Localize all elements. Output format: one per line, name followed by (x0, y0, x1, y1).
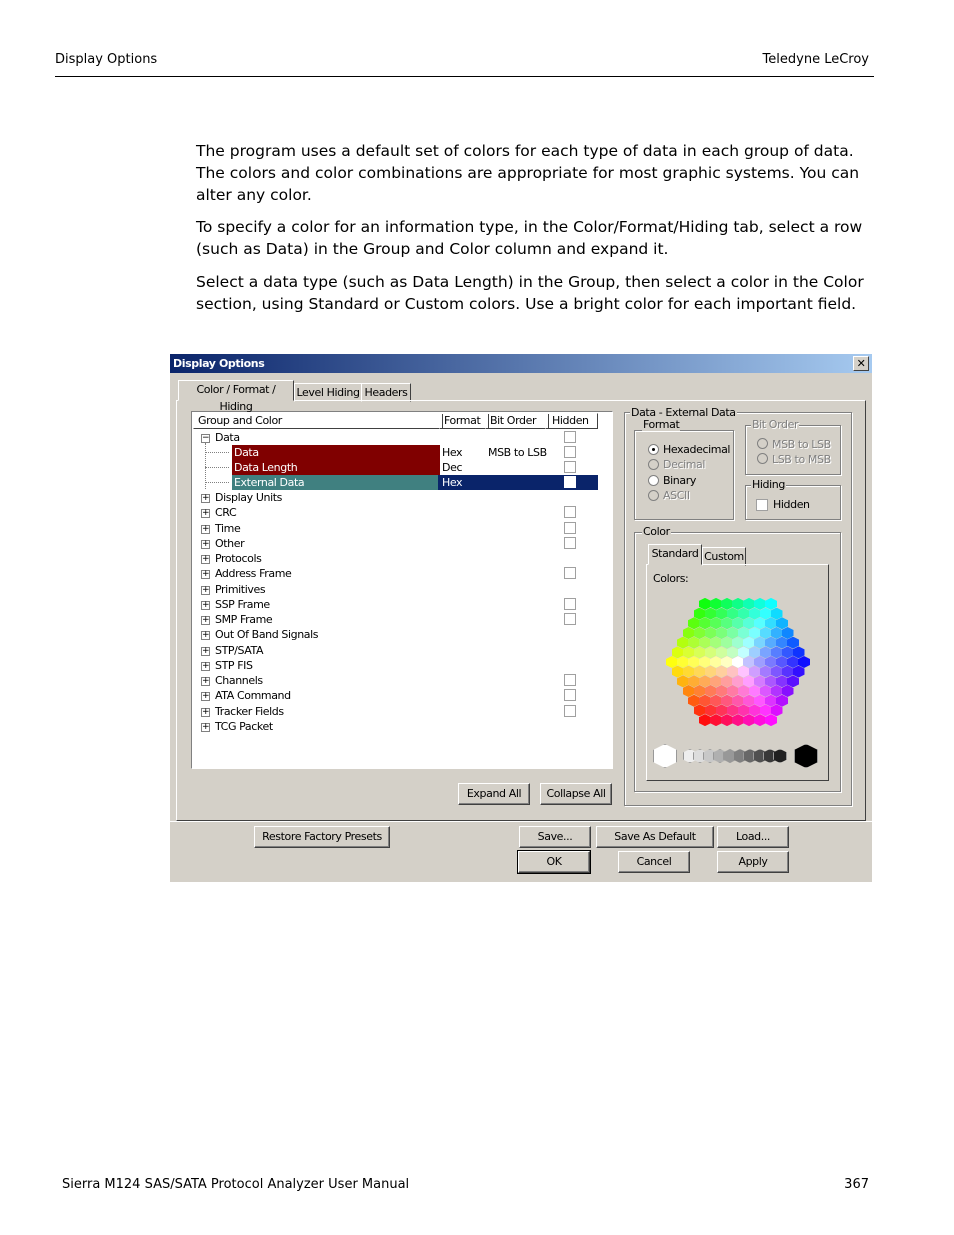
color-swatch[interactable] (683, 685, 695, 697)
color-swatch[interactable] (672, 646, 684, 658)
color-swatch[interactable] (743, 637, 755, 649)
color-swatch[interactable] (776, 695, 788, 707)
color-swatch[interactable] (765, 695, 777, 707)
color-swatch[interactable] (727, 685, 739, 697)
label-hidden: Hidden (773, 498, 810, 511)
tree-group-item[interactable]: STP FIS (215, 658, 253, 672)
gray-swatch[interactable] (653, 744, 677, 768)
color-swatch[interactable] (716, 685, 728, 697)
tree-group-item[interactable]: SSP Frame (215, 597, 270, 611)
bit-order-value: MSB to LSB (488, 446, 547, 459)
label-lsb-to-msb: LSB to MSB (772, 453, 831, 466)
tab-headers[interactable]: Headers (361, 383, 411, 402)
color-swatch[interactable] (782, 646, 794, 658)
page-footer-left: Sierra M124 SAS/SATA Protocol Analyzer User Manual (62, 1177, 410, 1192)
tab-standard[interactable]: Standard (648, 544, 702, 565)
expand-icon[interactable]: + (202, 721, 210, 732)
tab-color-format-hiding[interactable]: Color / Format / Hiding (178, 380, 294, 401)
color-swatch[interactable] (771, 627, 783, 639)
expand-icon[interactable]: + (202, 706, 210, 717)
color-swatch[interactable] (710, 617, 722, 629)
color-swatch[interactable] (699, 695, 711, 707)
tree-group-item[interactable]: CRC (215, 506, 237, 520)
color-swatch[interactable] (721, 656, 733, 668)
expand-icon[interactable]: + (202, 523, 210, 534)
tree-group-item[interactable]: Display Units (215, 491, 282, 504)
color-swatch[interactable] (793, 666, 805, 678)
color-swatch[interactable] (760, 627, 772, 639)
hidden-checkbox[interactable] (564, 598, 576, 610)
hidden-checkbox[interactable] (564, 705, 576, 717)
color-swatch[interactable] (765, 598, 777, 610)
color-swatch[interactable] (688, 695, 700, 707)
page-number: 367 (844, 1177, 869, 1192)
color-swatch[interactable] (727, 666, 739, 678)
color-swatch[interactable] (754, 675, 766, 687)
tree-group-item[interactable]: ATA Command (215, 689, 291, 703)
format-value: Hex (442, 446, 463, 459)
radio-ascii[interactable] (648, 490, 659, 501)
tree-connector (205, 482, 229, 483)
color-swatch[interactable] (688, 656, 700, 668)
color-swatch[interactable] (776, 617, 788, 629)
collapse-icon[interactable]: − (202, 433, 210, 443)
expand-icon[interactable]: + (202, 569, 210, 580)
tree-group-item[interactable]: Tracker Fields (215, 704, 284, 718)
external-data-group-label: Data - External Data (631, 406, 736, 419)
hidden-checkbox[interactable] (564, 613, 576, 625)
color-swatch[interactable] (727, 608, 739, 620)
color-swatch[interactable] (776, 637, 788, 649)
gray-swatch[interactable] (773, 749, 787, 763)
color-swatch[interactable] (672, 666, 684, 678)
expand-icon[interactable]: + (202, 691, 210, 702)
color-swatch[interactable] (760, 704, 772, 716)
color-swatch[interactable] (754, 637, 766, 649)
display-options-dialog (170, 354, 872, 882)
color-swatch[interactable] (771, 685, 783, 697)
color-swatch[interactable] (710, 656, 722, 668)
expand-icon[interactable]: + (202, 615, 210, 625)
tree-item-data-child[interactable]: Data (232, 445, 440, 460)
color-swatch[interactable] (738, 627, 750, 639)
color-swatch[interactable] (787, 637, 799, 649)
color-swatch[interactable] (749, 608, 761, 620)
tree-item-data-length[interactable]: Data Length (232, 460, 440, 475)
radio-msb-to-lsb[interactable] (757, 438, 768, 449)
color-swatch[interactable] (749, 646, 761, 658)
hidden-checkbox[interactable] (564, 446, 576, 458)
tree-group-item[interactable]: Out Of Band Signals (215, 628, 319, 642)
hidden-checkbox[interactable] (564, 567, 576, 579)
color-swatch[interactable] (721, 617, 733, 629)
color-swatch[interactable] (710, 598, 722, 610)
color-swatch[interactable] (765, 675, 777, 687)
tree-group-item[interactable]: Protocols (215, 552, 262, 565)
color-swatch[interactable] (771, 666, 783, 678)
color-swatch[interactable] (694, 627, 706, 639)
color-swatch[interactable] (787, 675, 799, 687)
color-swatch[interactable] (666, 656, 678, 668)
tree-group-item[interactable]: Primitives (215, 582, 266, 596)
color-swatch[interactable] (743, 598, 755, 610)
color-swatch[interactable] (782, 685, 794, 697)
label-decimal: Decimal (663, 458, 706, 471)
color-swatch[interactable] (776, 675, 788, 687)
tree-group-item[interactable]: TCG Packet (215, 719, 273, 733)
column-header-bit-order[interactable]: Bit Order (485, 413, 549, 429)
color-swatch[interactable] (743, 695, 755, 707)
radio-hexadecimal[interactable] (648, 444, 659, 455)
color-swatch[interactable] (727, 704, 739, 716)
column-header-hidden[interactable]: Hidden (545, 413, 598, 429)
color-swatch[interactable] (732, 714, 744, 726)
tab-level-hiding[interactable]: Level Hiding (294, 383, 362, 402)
color-swatch[interactable] (710, 714, 722, 726)
color-swatch[interactable] (771, 704, 783, 716)
expand-icon[interactable]: + (202, 645, 210, 656)
colors-label: Colors: (653, 572, 689, 585)
color-swatch[interactable] (710, 695, 722, 707)
column-header-format[interactable]: Format (439, 413, 489, 429)
color-swatch[interactable] (699, 656, 711, 668)
color-swatch[interactable] (760, 608, 772, 620)
expand-icon[interactable]: + (202, 660, 210, 671)
color-swatch[interactable] (732, 675, 744, 687)
dialog-titlebar (170, 354, 872, 373)
color-swatch[interactable] (782, 627, 794, 639)
color-swatch[interactable] (721, 695, 733, 707)
color-swatch[interactable] (754, 598, 766, 610)
expand-icon[interactable]: + (202, 554, 210, 564)
apply-button[interactable]: Apply (717, 851, 789, 873)
expand-icon[interactable]: + (202, 599, 210, 610)
label-hexadecimal: Hexadecimal (663, 443, 731, 456)
page-header-left: Display Options (55, 52, 158, 67)
hidden-checkbox[interactable] (756, 499, 768, 511)
color-swatch[interactable] (716, 608, 728, 620)
save-as-default-button[interactable]: Save As Default (596, 826, 714, 848)
divider (170, 821, 872, 822)
color-swatch[interactable] (705, 608, 717, 620)
tree-group-item[interactable]: Time (215, 521, 241, 535)
color-swatch[interactable] (743, 714, 755, 726)
label-binary: Binary (663, 474, 696, 487)
tree-group-item[interactable]: STP/SATA (215, 643, 264, 657)
color-swatch[interactable] (765, 656, 777, 668)
color-swatch[interactable] (677, 675, 689, 687)
format-group-label: Format (643, 418, 680, 431)
color-swatch[interactable] (677, 656, 689, 668)
color-swatch[interactable] (749, 627, 761, 639)
color-swatch[interactable] (683, 646, 695, 658)
color-swatch[interactable] (716, 627, 728, 639)
column-header-group-color[interactable]: Group and Color (193, 413, 443, 429)
color-swatch[interactable] (793, 646, 805, 658)
label-msb-to-lsb: MSB to LSB (772, 438, 831, 451)
hidden-checkbox[interactable] (564, 476, 576, 488)
color-swatch[interactable] (683, 666, 695, 678)
color-swatch[interactable] (743, 617, 755, 629)
hidden-checkbox[interactable] (564, 506, 576, 518)
radio-decimal[interactable] (648, 459, 659, 470)
tree-connector (205, 467, 229, 468)
color-swatch[interactable] (705, 704, 717, 716)
tree-item-data[interactable]: Data (215, 431, 240, 444)
color-swatch[interactable] (743, 656, 755, 668)
expand-icon[interactable]: + (202, 630, 210, 641)
expand-icon[interactable]: + (202, 584, 210, 595)
color-swatch[interactable] (776, 656, 788, 668)
color-swatch[interactable] (721, 598, 733, 610)
color-swatch[interactable] (677, 637, 689, 649)
label-ascii: ASCII (663, 489, 690, 502)
ok-button[interactable]: OK (518, 851, 590, 873)
color-swatch[interactable] (688, 675, 700, 687)
expand-icon[interactable]: + (202, 676, 210, 686)
color-swatch[interactable] (699, 637, 711, 649)
tree-group-item[interactable]: Address Frame (215, 567, 292, 581)
hiding-group-label: Hiding (752, 478, 785, 491)
color-swatch[interactable] (727, 627, 739, 639)
color-swatch[interactable] (771, 646, 783, 658)
close-icon[interactable]: ✕ (853, 356, 869, 371)
color-swatch[interactable] (787, 656, 799, 668)
format-value: Hex (442, 476, 463, 489)
color-swatch[interactable] (749, 666, 761, 678)
tree-group-item[interactable]: Other (215, 536, 245, 550)
gray-swatch[interactable] (794, 744, 818, 768)
dialog-title: Display Options (173, 357, 265, 370)
color-swatch[interactable] (727, 646, 739, 658)
radio-binary[interactable] (648, 475, 659, 486)
color-swatch[interactable] (705, 685, 717, 697)
hidden-checkbox[interactable] (564, 674, 576, 686)
color-swatch[interactable] (721, 675, 733, 687)
color-swatch[interactable] (699, 617, 711, 629)
hidden-checkbox[interactable] (564, 537, 576, 549)
color-swatch[interactable] (699, 714, 711, 726)
color-swatch[interactable] (732, 598, 744, 610)
color-swatch[interactable] (688, 637, 700, 649)
hidden-checkbox[interactable] (564, 461, 576, 473)
page-header-right: Teledyne LeCroy (762, 52, 869, 67)
color-swatch[interactable] (732, 637, 744, 649)
color-swatch[interactable] (743, 675, 755, 687)
paragraph-3: Select a data type (such as Data Length) in the Group, then select a color in the Color section, using Standard or Custom colors. Use a bright color for each important field. (196, 273, 864, 313)
color-swatch[interactable] (760, 685, 772, 697)
color-group-label: Color (643, 525, 670, 538)
color-swatch[interactable] (754, 714, 766, 726)
color-swatch[interactable] (699, 675, 711, 687)
color-swatch[interactable] (732, 656, 744, 668)
bit-order-group-label: Bit Order (752, 418, 799, 431)
color-swatch[interactable] (705, 666, 717, 678)
color-swatch[interactable] (710, 675, 722, 687)
header-rule (55, 76, 874, 77)
color-swatch[interactable] (721, 637, 733, 649)
color-swatch[interactable] (765, 714, 777, 726)
expand-all-button[interactable]: Expand All (458, 783, 530, 805)
tree-group-item[interactable]: Channels (215, 674, 263, 687)
collapse-all-button[interactable]: Collapse All (540, 783, 612, 805)
color-swatch[interactable] (749, 685, 761, 697)
tree-item-external-data[interactable]: External Data (232, 475, 440, 490)
color-swatch[interactable] (760, 666, 772, 678)
color-swatch[interactable] (699, 598, 711, 610)
color-swatch[interactable] (771, 608, 783, 620)
color-swatch[interactable] (716, 666, 728, 678)
color-swatch[interactable] (732, 695, 744, 707)
group-color-list[interactable] (191, 411, 613, 769)
color-swatch[interactable] (705, 646, 717, 658)
color-swatch[interactable] (694, 704, 706, 716)
color-swatch[interactable] (716, 704, 728, 716)
color-swatch[interactable] (738, 704, 750, 716)
expand-icon[interactable]: + (202, 493, 210, 503)
color-swatch[interactable] (738, 608, 750, 620)
color-swatch[interactable] (688, 617, 700, 629)
tab-custom[interactable]: Custom (702, 547, 746, 566)
color-swatch[interactable] (738, 666, 750, 678)
hidden-checkbox[interactable] (564, 689, 576, 701)
restore-factory-presets-button[interactable]: Restore Factory Presets (254, 826, 390, 848)
color-swatch[interactable] (798, 656, 810, 668)
expand-icon[interactable]: + (202, 538, 210, 549)
color-swatch[interactable] (694, 608, 706, 620)
paragraph-1: The program uses a default set of colors for each type of data in each group of data. The colors and color combinations are appropriate for most graphic systems. You can alter any color. (196, 142, 860, 204)
radio-lsb-to-msb[interactable] (757, 453, 768, 464)
color-swatch[interactable] (754, 617, 766, 629)
paragraph-2: To specify a color for an information type, in the Color/Format/Hiding tab, select a row (such as Data) in the Group and Color column and expand it. (196, 218, 863, 258)
color-swatch[interactable] (738, 646, 750, 658)
tree-connector (205, 452, 229, 453)
color-swatch[interactable] (760, 646, 772, 658)
save-button[interactable]: Save... (519, 826, 591, 848)
tree-group-item[interactable]: SMP Frame (215, 613, 273, 626)
color-swatch[interactable] (716, 646, 728, 658)
color-swatch[interactable] (782, 666, 794, 678)
color-swatch[interactable] (732, 617, 744, 629)
color-swatch[interactable] (705, 627, 717, 639)
color-swatch[interactable] (765, 617, 777, 629)
hidden-checkbox[interactable] (564, 431, 576, 443)
hidden-checkbox[interactable] (564, 522, 576, 534)
color-hexagon-picker[interactable] (653, 594, 823, 774)
format-value: Dec (442, 461, 463, 474)
color-swatch[interactable] (754, 695, 766, 707)
color-swatch[interactable] (694, 685, 706, 697)
color-swatch[interactable] (694, 646, 706, 658)
color-swatch[interactable] (765, 637, 777, 649)
load-button[interactable]: Load... (717, 826, 789, 848)
color-swatch[interactable] (754, 656, 766, 668)
color-swatch[interactable] (694, 666, 706, 678)
color-swatch[interactable] (683, 627, 695, 639)
expand-icon[interactable]: + (202, 508, 210, 519)
color-swatch[interactable] (749, 704, 761, 716)
color-swatch[interactable] (721, 714, 733, 726)
cancel-button[interactable]: Cancel (618, 851, 690, 873)
color-swatch[interactable] (738, 685, 750, 697)
color-swatch[interactable] (710, 637, 722, 649)
